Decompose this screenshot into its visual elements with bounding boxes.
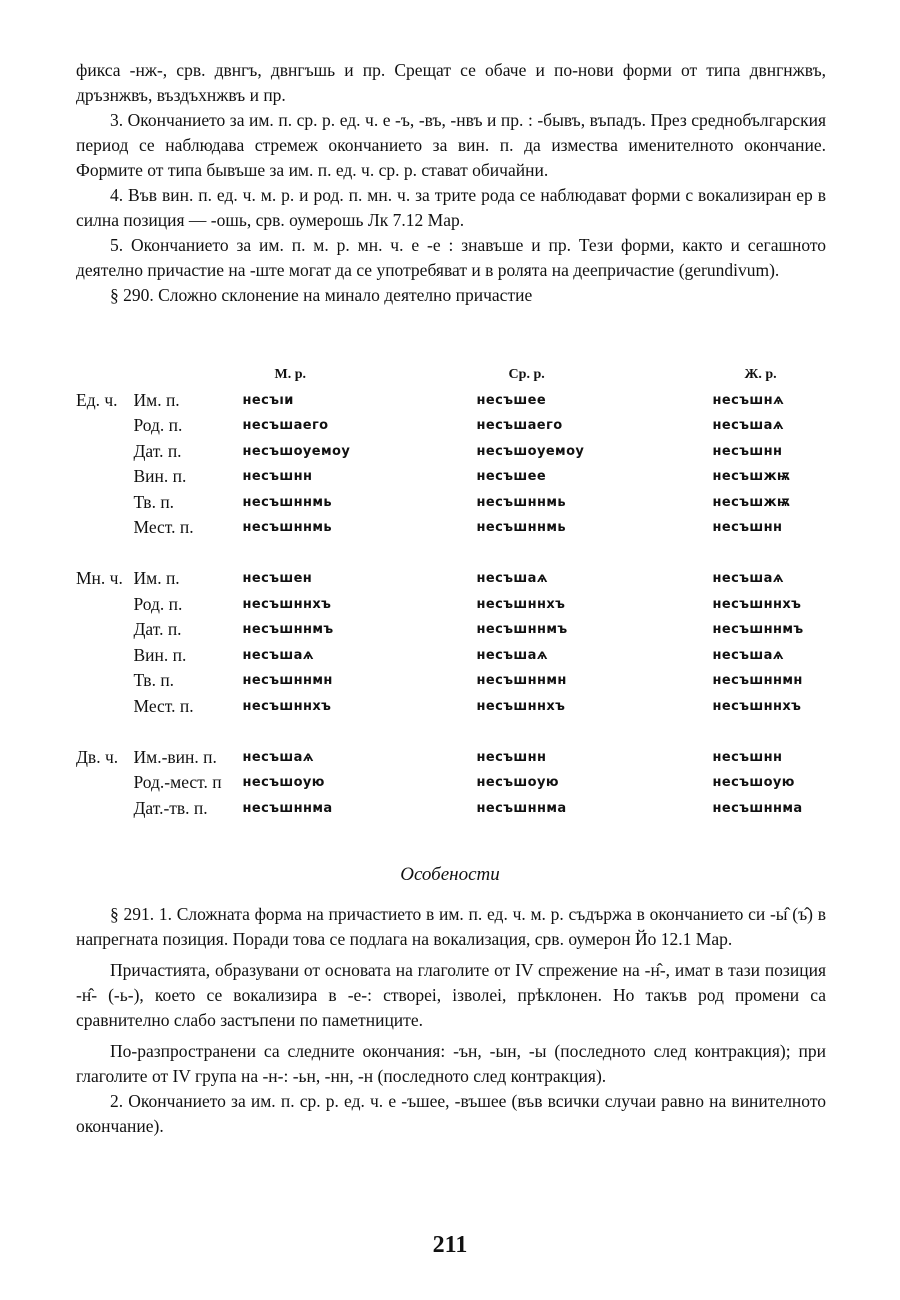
form-cell: несъшннмь bbox=[476, 494, 567, 510]
paragraph: фикса -нж-, срв. двнгъ, двнгъшь и пр. Срещат се обаче и по-нови форми от типа двнгнжвъ, дръзнжвъ, въздъхнжвъ и пр. bbox=[76, 60, 826, 105]
table-row bbox=[76, 413, 900, 439]
paragraph: § 291. 1. Сложната форма на причастието в им. п. ед. ч. м. р. съдържа в окончанието си -ы̂ (ъ̂) в напрегната позиция. Поради това се подлага на вокализация, срв. оумерон Йо 12.1 Мар. bbox=[76, 904, 826, 949]
number-label bbox=[76, 617, 133, 643]
case-label: Мест. п. bbox=[133, 517, 194, 538]
case-label: Род.-мест. п bbox=[133, 772, 222, 793]
form-cell: несъıи bbox=[242, 392, 294, 408]
case-label: Дат.-тв. п. bbox=[133, 797, 208, 818]
form-cell: несъшаѧ bbox=[712, 418, 784, 434]
number-label bbox=[76, 413, 133, 439]
case-label: Дат. п. bbox=[133, 619, 182, 640]
table-row bbox=[76, 515, 900, 541]
form-cell: несъшаѧ bbox=[712, 647, 784, 663]
case-label: Род. п. bbox=[133, 415, 183, 436]
table-row bbox=[76, 643, 900, 669]
case-label: Им. п. bbox=[133, 568, 180, 589]
case-label: Дат. п. bbox=[133, 440, 182, 461]
form-cell: несъшен bbox=[242, 571, 313, 587]
form-cell: несъшннма bbox=[712, 800, 803, 816]
table-row bbox=[76, 439, 900, 465]
column-header: Ср. р. bbox=[508, 366, 545, 382]
section-heading: § 290. Сложно склонение на минало деятелно причастие bbox=[110, 285, 533, 305]
form-cell: несъшннмн bbox=[712, 673, 803, 689]
body-text-top bbox=[76, 58, 826, 308]
number-label bbox=[76, 490, 133, 516]
number-label bbox=[76, 515, 133, 541]
form-cell: несъшннмн bbox=[242, 673, 333, 689]
case-label: Вин. п. bbox=[133, 466, 187, 487]
form-cell: несъшнн bbox=[476, 749, 547, 765]
number-label bbox=[76, 668, 133, 694]
table-row bbox=[76, 668, 900, 694]
table-row bbox=[76, 770, 900, 796]
column-header: Ж. р. bbox=[744, 366, 777, 382]
paragraph: По-разпространени са следните окончания: -ън, -ын, -ы (последното след контракция); при глаголите от IV група на -н-: -ьн, -нн, -н (последното след контракция). bbox=[76, 1041, 826, 1086]
case-label: Им.-вин. п. bbox=[133, 746, 217, 767]
form-cell: несъшннма bbox=[242, 800, 333, 816]
number-label bbox=[76, 592, 133, 618]
form-cell: несъшее bbox=[476, 392, 547, 408]
declension-table bbox=[76, 362, 900, 821]
paragraph: 4. Във вин. п. ед. ч. м. р. и род. п. мн. ч. за трите рода се наблюдават форми с вокализиран ер в силна позиция — -ошь, срв. оумерошь Лк 7.12 Мар. bbox=[76, 185, 826, 230]
number-label bbox=[76, 796, 133, 822]
form-cell: несъшннмн bbox=[476, 673, 567, 689]
form-cell: несъшнѧ bbox=[712, 392, 785, 408]
form-cell: несъшнн bbox=[712, 443, 783, 459]
form-cell: несъшоуемоу bbox=[476, 443, 585, 459]
table-row bbox=[76, 388, 900, 414]
table-row bbox=[76, 796, 900, 822]
number-label: Дв. ч. bbox=[76, 746, 119, 767]
form-cell: несъшоуемоу bbox=[242, 443, 351, 459]
case-label: Тв. п. bbox=[133, 670, 175, 691]
form-cell: несъшоую bbox=[242, 775, 325, 791]
form-cell: несъшаего bbox=[476, 418, 563, 434]
table-header-row bbox=[76, 362, 900, 388]
table-row bbox=[76, 694, 900, 720]
number-label bbox=[76, 464, 133, 490]
number-label bbox=[76, 643, 133, 669]
form-cell: несъшннмь bbox=[242, 494, 332, 510]
form-cell: несъшоую bbox=[476, 775, 559, 791]
section-subheading: Особености bbox=[400, 864, 500, 885]
form-cell: несъшнн bbox=[712, 749, 783, 765]
form-cell: несъшжѭ bbox=[712, 469, 791, 485]
body-text-bottom bbox=[76, 902, 826, 1139]
form-cell: несъшннмъ bbox=[476, 622, 568, 638]
group-spacer bbox=[76, 541, 900, 567]
form-cell: несъшннхъ bbox=[242, 596, 332, 612]
table-row bbox=[76, 592, 900, 618]
form-cell: несъшннмъ bbox=[712, 622, 804, 638]
case-label: Мест. п. bbox=[133, 695, 194, 716]
form-cell: несъшаѧ bbox=[476, 571, 549, 587]
paragraph: 3. Окончанието за им. п. ср. р. ед. ч. е -ъ, -въ, -нвъ и пр. : -бывъ, въпадъ. През среднобългарския период се наблюдава стремеж окончанието за вин. п. да измества именителното окончание. Формите от типа бывъше за им. п. ед. ч. ср. р. стават обичайни. bbox=[76, 110, 826, 180]
form-cell: несъшннхъ bbox=[242, 698, 332, 714]
form-cell: несъшнн bbox=[712, 520, 783, 536]
table-row bbox=[76, 745, 900, 771]
paragraph: Причастията, образувани от основата на глаголите от IV спрежение на -н̂-, имат в тази позиция -н̂- (-ь-), което се вокализира в -е-: створеі, ізволеі, прѣклонен. Но такъв род промени са сравнително слабо застъпени по паметниците. bbox=[76, 960, 826, 1030]
paragraph: 2. Окончанието за им. п. ср. р. ед. ч. е -ъшее, -въшее (във всички случаи равно на винителното окончание). bbox=[76, 1091, 826, 1136]
form-cell: несъшее bbox=[476, 469, 547, 485]
paragraph: 5. Окончанието за им. п. м. р. мн. ч. е -е : знавъше и пр. Тези форми, както и сегашното деятелно причастие на -ште могат да се употребяват и в ролята на деепричастие (gerundivum). bbox=[76, 235, 826, 280]
number-label: Мн. ч. bbox=[76, 568, 123, 589]
form-cell: несъшннмъ bbox=[242, 622, 334, 638]
table-row bbox=[76, 566, 900, 592]
form-cell: несъшннхъ bbox=[712, 596, 802, 612]
form-cell: несъшаѧ bbox=[242, 749, 314, 765]
number-label bbox=[76, 694, 133, 720]
case-label: Вин. п. bbox=[133, 644, 187, 665]
form-cell: несъшннхъ bbox=[712, 698, 802, 714]
group-spacer bbox=[76, 719, 900, 745]
table-row bbox=[76, 617, 900, 643]
column-header: М. р. bbox=[274, 366, 306, 382]
form-cell: несъшаего bbox=[242, 418, 329, 434]
form-cell: несъшннмь bbox=[242, 520, 332, 536]
table-row bbox=[76, 464, 900, 490]
case-label: Тв. п. bbox=[133, 491, 175, 512]
page-number: 211 bbox=[432, 1232, 468, 1258]
form-cell: несъшнн bbox=[242, 469, 313, 485]
number-label bbox=[76, 770, 133, 796]
case-label: Род. п. bbox=[133, 593, 183, 614]
number-label bbox=[76, 439, 133, 465]
form-cell: несъшаѧ bbox=[476, 647, 549, 663]
form-cell: несъшоую bbox=[712, 775, 795, 791]
case-label: Им. п. bbox=[133, 389, 180, 410]
form-cell: несъшжѭ bbox=[712, 494, 791, 510]
form-cell: несъшаѧ bbox=[712, 571, 784, 587]
number-label: Ед. ч. bbox=[76, 389, 118, 410]
form-cell: несъшннма bbox=[476, 800, 567, 816]
form-cell: несъшннхъ bbox=[476, 596, 566, 612]
form-cell: несъшннмь bbox=[476, 520, 567, 536]
table-row bbox=[76, 490, 900, 516]
form-cell: несъшннхъ bbox=[476, 698, 566, 714]
form-cell: несъшаѧ bbox=[242, 647, 314, 663]
